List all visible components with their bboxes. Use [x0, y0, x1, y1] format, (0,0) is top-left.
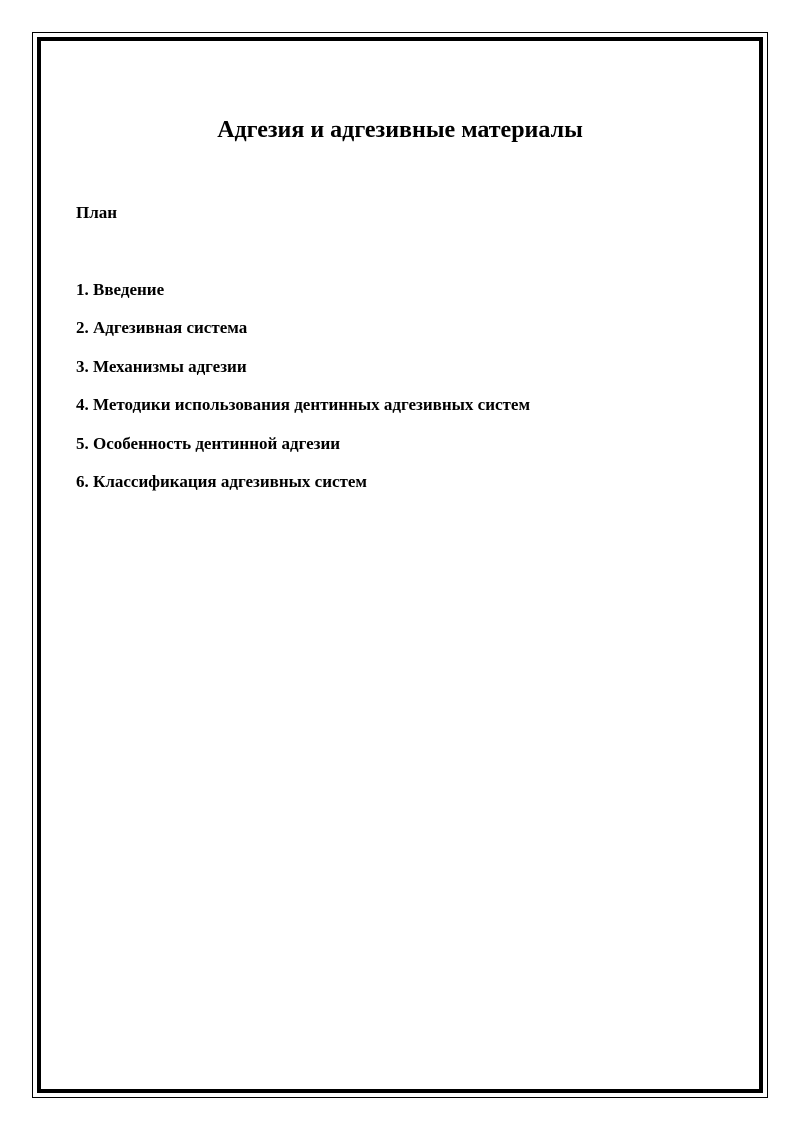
table-of-contents — [76, 279, 530, 509]
document-title: Адгезия и адгезивные материалы — [217, 117, 583, 143]
plan-heading: План — [76, 203, 118, 222]
toc-item-adhesive-classification: 6. Классификация адгезивных систем — [76, 471, 368, 491]
document-page — [76, 0, 724, 1131]
toc-item-dentin-adhesive-methods: 4. Методики использования дентинных адгезивных систем — [76, 395, 531, 415]
toc-item-adhesion-mechanisms: 3. Механизмы адгезии — [76, 356, 247, 376]
toc-item-introduction: 1. Введение — [76, 280, 165, 299]
toc-item-adhesive-system: 2. Адгезивная система — [76, 318, 248, 338]
toc-item-dentin-adhesion-features: 5. Особенность дентинной адгезии — [76, 433, 341, 453]
